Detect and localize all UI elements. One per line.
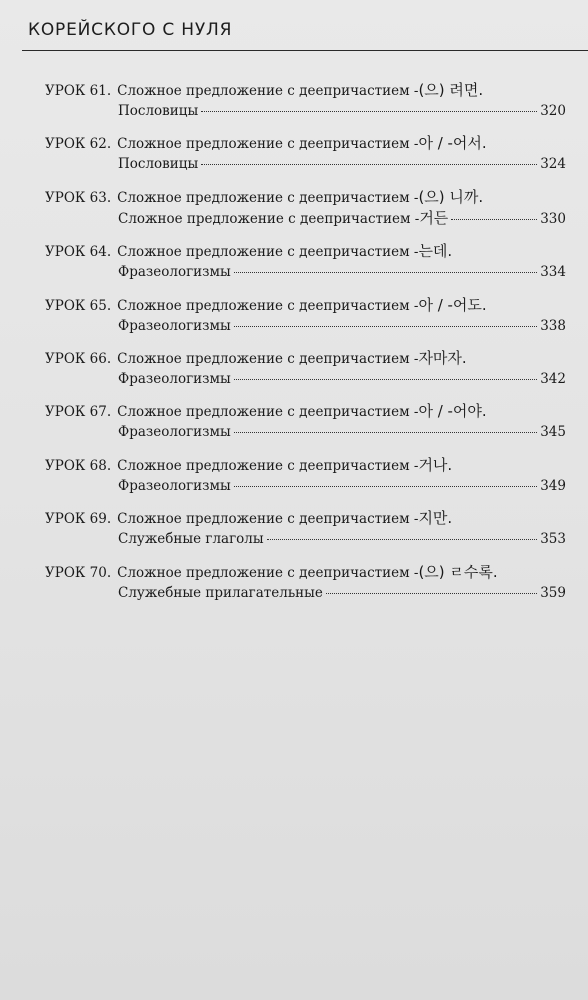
korean-grammar: 아 / -어서. <box>418 134 487 153</box>
toc-entry-subline <box>0 208 588 229</box>
toc-entry-subline <box>0 583 588 603</box>
toc-entry-heading <box>0 508 588 529</box>
lesson-number: УРОК 68. <box>45 457 112 474</box>
lesson-title: Сложное предложение с деепричастием - <box>117 564 419 581</box>
toc-entry <box>0 80 588 121</box>
toc-entry-subline <box>0 369 588 389</box>
korean-grammar: 거나. <box>418 455 453 474</box>
page-number: 353 <box>540 531 566 548</box>
dot-leader <box>201 111 537 112</box>
page-number: 359 <box>540 584 566 601</box>
dot-leader <box>326 593 537 594</box>
korean-grammar: 자마자. <box>418 348 467 367</box>
dot-leader <box>234 379 537 380</box>
lesson-number: УРОК 69. <box>45 511 112 528</box>
lesson-number: УРОК 64. <box>45 244 112 261</box>
subsection-title: Пословицы <box>118 103 199 119</box>
lesson-number: УРОК 65. <box>45 297 112 314</box>
page-number: 345 <box>540 424 566 441</box>
subsection-title: Пословицы <box>118 156 199 173</box>
lesson-number: УРОК 63. <box>45 189 112 206</box>
lesson-title: Сложное предложение с деепричастием - <box>117 83 419 99</box>
toc-entry-heading <box>0 295 588 316</box>
lesson-number: УРОК 70. <box>45 564 112 581</box>
toc-entry <box>0 295 588 336</box>
lesson-title: Сложное предложение с деепричастием - <box>117 136 419 153</box>
page-number: 324 <box>540 156 566 173</box>
subsection-title: Фразеологизмы <box>118 477 231 494</box>
subsection-title: Фразеологизмы <box>118 424 231 441</box>
running-header: КОРЕЙСКОГО С НУЛЯ <box>28 20 233 40</box>
page-number: 338 <box>540 317 566 334</box>
toc-entry-heading <box>0 241 588 262</box>
toc-entry-subline <box>0 101 588 121</box>
page-number: 334 <box>540 264 566 281</box>
toc-entry <box>0 401 588 442</box>
lesson-number: УРОК 66. <box>45 350 112 367</box>
lesson-title: Сложное предложение с деепричастием - <box>117 350 419 367</box>
dot-leader <box>451 219 537 220</box>
lesson-number: УРОК 62. <box>45 136 112 153</box>
korean-grammar: 거든 <box>419 208 449 227</box>
lesson-title: Сложное предложение с деепричастием - <box>117 457 419 474</box>
subsection-title: Служебные глаголы <box>118 531 264 548</box>
dot-leader <box>234 432 537 433</box>
toc-entry <box>0 562 588 603</box>
lesson-number: УРОК 67. <box>45 404 112 421</box>
table-of-contents <box>0 80 588 615</box>
korean-grammar: 아 / -어도. <box>418 295 487 314</box>
subsection-title <box>118 208 448 229</box>
toc-entry-heading <box>0 187 588 208</box>
lesson-title: Сложное предложение с деепричастием - <box>117 511 419 528</box>
toc-entry <box>0 455 588 496</box>
toc-entry-heading <box>0 401 588 422</box>
toc-entry-heading <box>0 80 588 101</box>
toc-entry-subline <box>0 262 588 282</box>
lesson-title: Сложное предложение с деепричастием - <box>117 404 419 421</box>
lesson-title: Сложное предложение с деепричастием - <box>117 244 419 261</box>
korean-grammar: 는데. <box>418 242 453 261</box>
toc-entry-heading <box>0 562 588 583</box>
dot-leader <box>234 272 537 273</box>
page-number: 330 <box>540 210 566 227</box>
page-number: 342 <box>540 370 566 387</box>
toc-entry <box>0 348 588 389</box>
dot-leader <box>201 164 537 165</box>
korean-grammar: 지만. <box>418 509 453 528</box>
page-number: 320 <box>540 103 566 119</box>
subsection-title: Фразеологизмы <box>118 370 231 387</box>
korean-grammar: (으) 니까. <box>418 187 484 206</box>
toc-entry-subline <box>0 422 588 442</box>
subsection-text: Сложное предложение с деепричастием - <box>118 210 420 227</box>
page-number: 349 <box>540 477 566 494</box>
korean-grammar: (으) ㄹ수록. <box>418 562 498 581</box>
toc-entry <box>0 241 588 282</box>
korean-grammar: (으) 려면. <box>418 81 484 99</box>
korean-grammar: 아 / -어야. <box>418 402 487 421</box>
toc-entry-subline <box>0 154 588 174</box>
header-rule <box>22 50 588 51</box>
toc-entry-subline <box>0 529 588 549</box>
lesson-title: Сложное предложение с деепричастием - <box>117 297 419 314</box>
toc-entry-heading <box>0 455 588 476</box>
toc-entry-subline <box>0 316 588 336</box>
toc-entry-heading <box>0 133 588 154</box>
toc-entry <box>0 133 588 174</box>
subsection-title: Служебные прилагательные <box>118 584 323 601</box>
lesson-title: Сложное предложение с деепричастием - <box>117 189 419 206</box>
dot-leader <box>267 539 538 540</box>
subsection-title: Фразеологизмы <box>118 264 231 281</box>
dot-leader <box>234 486 537 487</box>
subsection-title: Фразеологизмы <box>118 317 231 334</box>
toc-entry <box>0 508 588 549</box>
dot-leader <box>234 326 537 327</box>
toc-entry-subline <box>0 476 588 496</box>
toc-entry <box>0 187 588 229</box>
toc-entry-heading <box>0 348 588 369</box>
lesson-number: УРОК 61. <box>45 83 112 99</box>
